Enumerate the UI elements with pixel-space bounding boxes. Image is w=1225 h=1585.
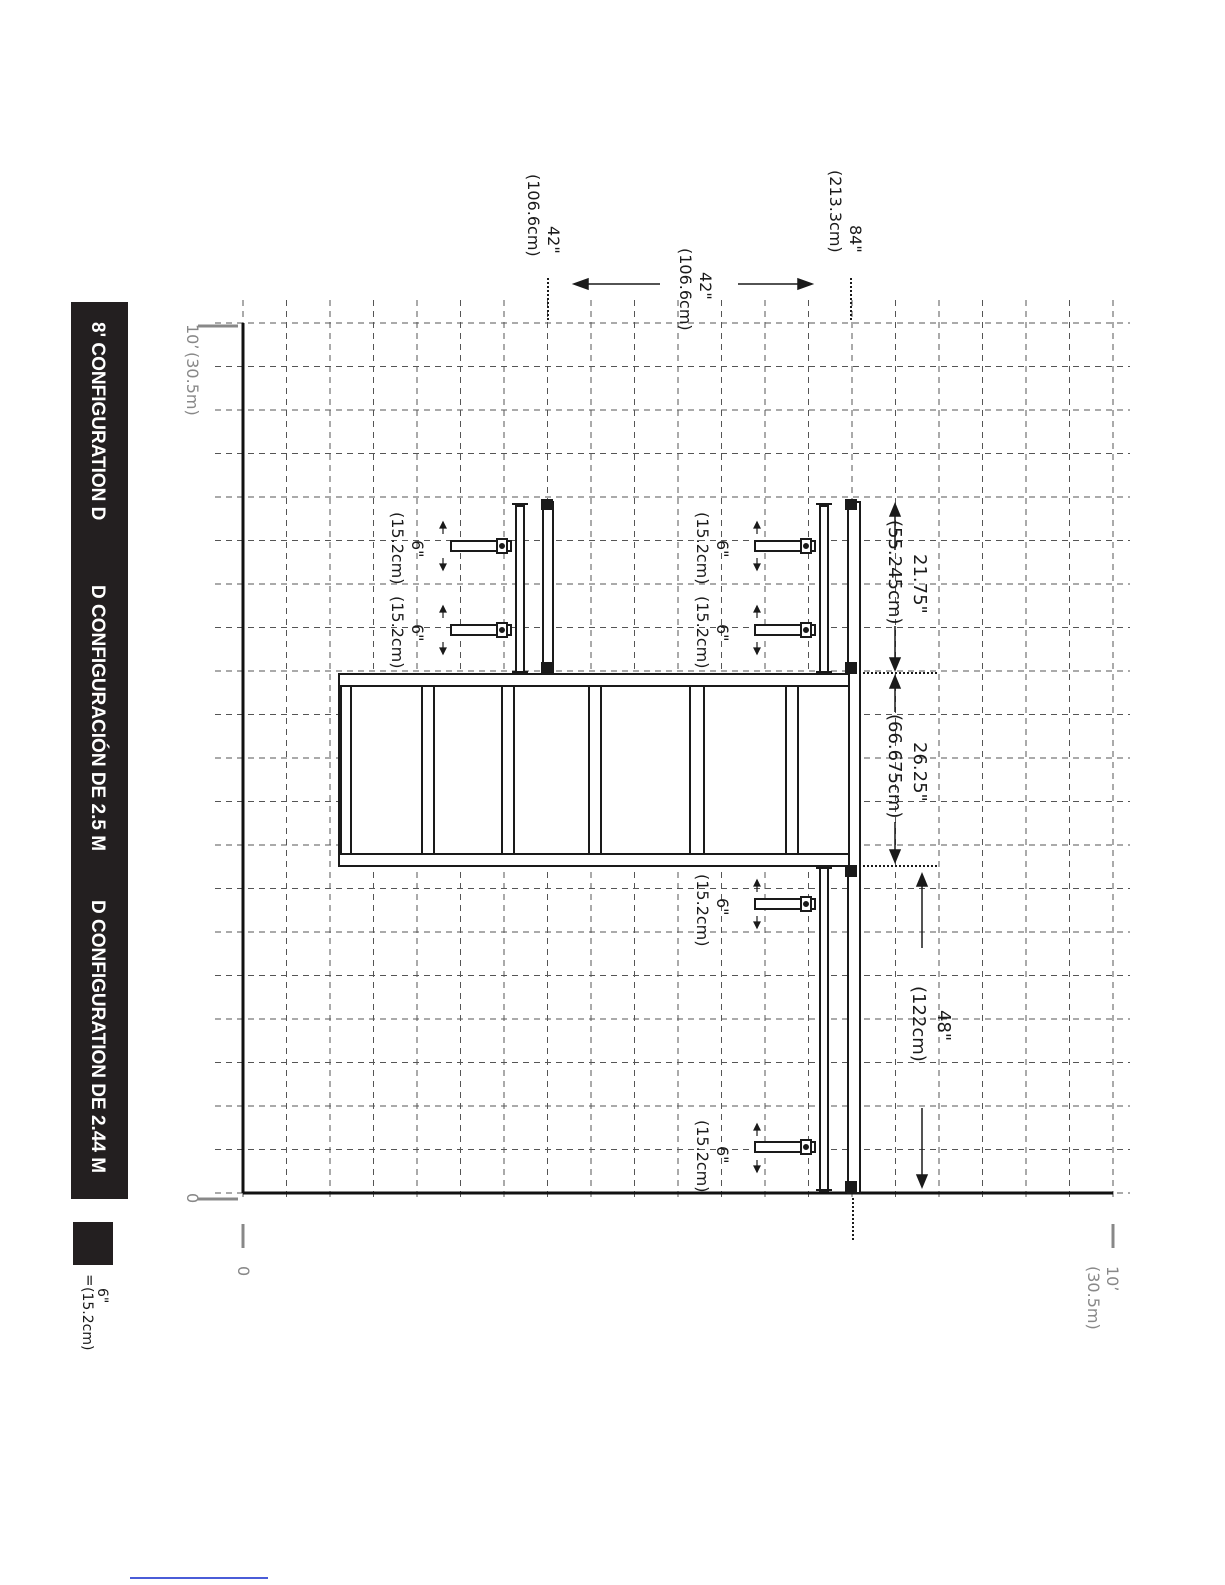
scale-equals: = [81, 1274, 99, 1287]
left-beam [543, 502, 553, 672]
scale-square [73, 1222, 113, 1265]
end-cap [846, 663, 856, 673]
dim-peg-a-in: 6" [713, 540, 732, 558]
scale-label-in: 6" [94, 1288, 110, 1304]
left-rail [516, 506, 524, 672]
peg-bolt [804, 1145, 808, 1149]
ladder-rung [589, 686, 601, 854]
title-bar [71, 302, 128, 1199]
dim-peg-d-in: 6" [408, 624, 427, 642]
arrow-2175-bottom-head [890, 658, 900, 670]
dim-42-arrow-in: 42" [696, 272, 715, 300]
right-rail-top [820, 506, 828, 672]
axis-label-bottom-zero: 0 [234, 1266, 253, 1277]
dim-peg-d-cm: (15.2cm) [388, 596, 407, 669]
peg-bolt [804, 628, 808, 632]
scale-legend [73, 1222, 113, 1350]
peg-bolt [500, 628, 504, 632]
peg-arrow-head [754, 1166, 760, 1172]
dim-peg-b-in: 6" [713, 624, 732, 642]
right-rail-bottom [820, 868, 828, 1191]
dim-42-top-in: 42" [544, 226, 563, 254]
dim-48-in: 48" [933, 1010, 954, 1042]
end-cap [542, 500, 552, 509]
peg-arrow-head [440, 606, 446, 612]
dim-42-arrow-cm: (106.6cm) [676, 248, 695, 331]
end-cap [542, 663, 552, 673]
dim-peg-b-cm: (15.2cm) [693, 596, 712, 669]
arrow-48-bottom-head [917, 1175, 927, 1187]
peg-bolt [804, 902, 808, 906]
arrow-42-right-head [798, 279, 812, 289]
axis-label-bottom-right-cm: (30.5m) [1084, 1266, 1103, 1330]
end-cap [846, 866, 856, 876]
dim-48-cm: (122cm) [908, 986, 929, 1062]
ladder-rung [341, 686, 351, 854]
peg-bolt [804, 544, 808, 548]
axis-label-left-top-cm: (30.5m) [183, 352, 202, 416]
dim-peg-a-cm: (15.2cm) [693, 512, 712, 585]
dim-peg-c-cm: (15.2cm) [388, 512, 407, 585]
dim-42-top-cm: (106.6cm) [524, 174, 543, 257]
dim-wall-top-in: 84" [846, 225, 865, 253]
peg-arrow-head [754, 922, 760, 928]
dim-wall-top-cm: (213.3cm) [826, 170, 845, 253]
title-fr: D CONFIGURATION DE 2.44 M [87, 900, 108, 1174]
peg-arrow-head [440, 564, 446, 570]
scale-label-cm: (15.2cm) [79, 1287, 95, 1351]
arrow-42-left-head [574, 279, 588, 289]
dim-2175-in: 21.75" [909, 554, 930, 614]
footer-link-underline [130, 1577, 268, 1579]
dim-peg-e-cm: (15.2cm) [693, 874, 712, 947]
axis-label-left-zero: 0 [183, 1193, 202, 1204]
ladder-rung [690, 686, 704, 854]
ladder-rung [502, 686, 514, 854]
axis-label-left-top: 10’ [183, 324, 202, 350]
dim-2625-cm: (66.675cm) [884, 714, 905, 819]
peg-arrow-head [754, 522, 760, 528]
ladder-rung [422, 686, 434, 854]
title-en: 8' CONFIGURATION D [87, 322, 108, 521]
rig-structure [339, 500, 860, 1193]
arrow-2625-bottom-head [890, 850, 900, 862]
dim-peg-e-in: 6" [713, 898, 732, 916]
peg-arrow-head [754, 648, 760, 654]
peg-arrow-head [754, 880, 760, 886]
peg-arrow-head [440, 522, 446, 528]
axis-label-bottom-right: 10’ [1103, 1266, 1122, 1292]
peg-arrow-head [754, 1124, 760, 1130]
dim-peg-f-cm: (15.2cm) [693, 1120, 712, 1193]
peg-bolt [500, 544, 504, 548]
end-cap [846, 500, 856, 509]
arrow-48-top-head [917, 874, 927, 886]
arrow-2625-top-head [890, 676, 900, 688]
dim-2625-in: 26.25" [909, 742, 930, 802]
dim-peg-f-in: 6" [713, 1146, 732, 1164]
ladder-rung [786, 686, 798, 854]
end-cap [846, 1182, 856, 1192]
arrow-2175-top-head [890, 504, 900, 516]
peg-arrow-head [754, 564, 760, 570]
title-es: D CONFIGURACIÓN DE 2.5 M [87, 585, 108, 852]
peg-arrow-head [754, 606, 760, 612]
dim-peg-c-in: 6" [408, 540, 427, 558]
dim-2175-cm: (55.245cm) [884, 520, 905, 625]
peg-arrow-head [440, 648, 446, 654]
